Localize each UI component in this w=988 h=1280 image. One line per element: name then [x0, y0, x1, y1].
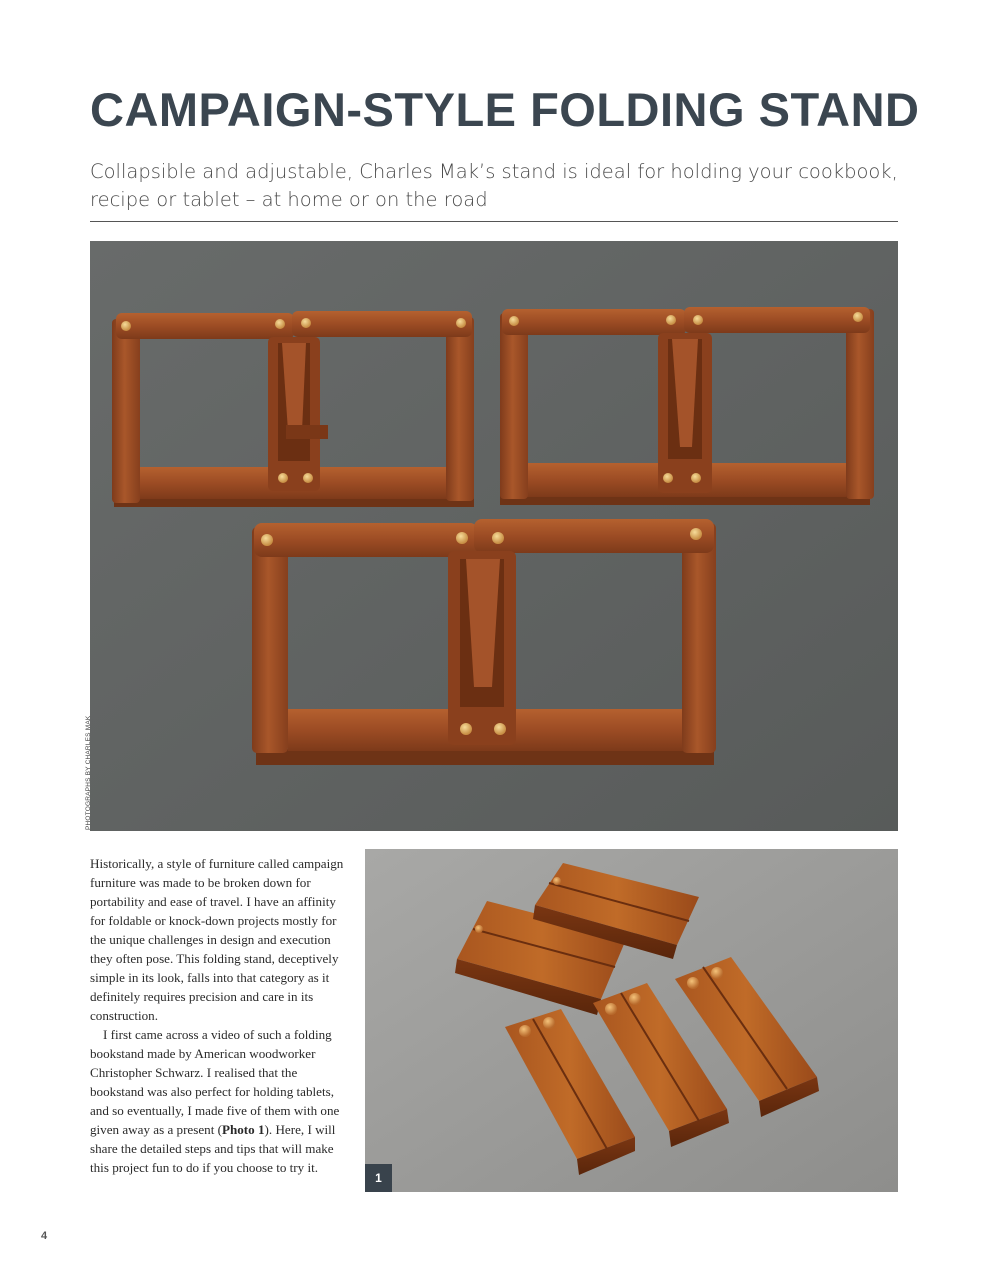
body-paragraph-2	[90, 1025, 352, 1177]
photo-reference: Photo 1	[221, 1122, 265, 1137]
page-number: 4	[41, 1230, 48, 1242]
article-title: CAMPAIGN-STYLE FOLDING STAND	[90, 83, 920, 136]
body-paragraph-2-start: I first came across a video of such a folding bookstand made by American woodworker Christopher Schwarz. I realised that the bookstand was also perfect for holding tablets, and so eventually, I made five of them with one given away as a present (	[90, 1027, 340, 1137]
title-divider	[90, 221, 898, 222]
article-deck: Collapsible and adjustable, Charles Mak’s stand is ideal for holding your cookbook, recipe or tablet – at home or on the road	[90, 160, 898, 211]
photo-number-badge: 1	[365, 1164, 392, 1192]
hero-photo-folding-stands	[90, 241, 898, 831]
photo-1-folded-stands	[365, 849, 898, 1192]
body-paragraph-2-end: ). Here, I will share the detailed steps and tips that will make this project fun to do if you choose to try it.	[90, 1122, 336, 1175]
article-body	[90, 854, 352, 1177]
body-paragraph-1: Historically, a style of furniture called campaign furniture was made to be broken down for portability and ease of travel. I have an affinity for foldable or knock-down projects mostly for the unique challenges in design and execution they often pose. This folding stand, deceptively simple in its look, falls into that category as it definitely requires precision and care in its construction.	[90, 856, 344, 1023]
photo-credit: PHOTOGRAPHS BY CHARLES MAK	[85, 715, 92, 830]
